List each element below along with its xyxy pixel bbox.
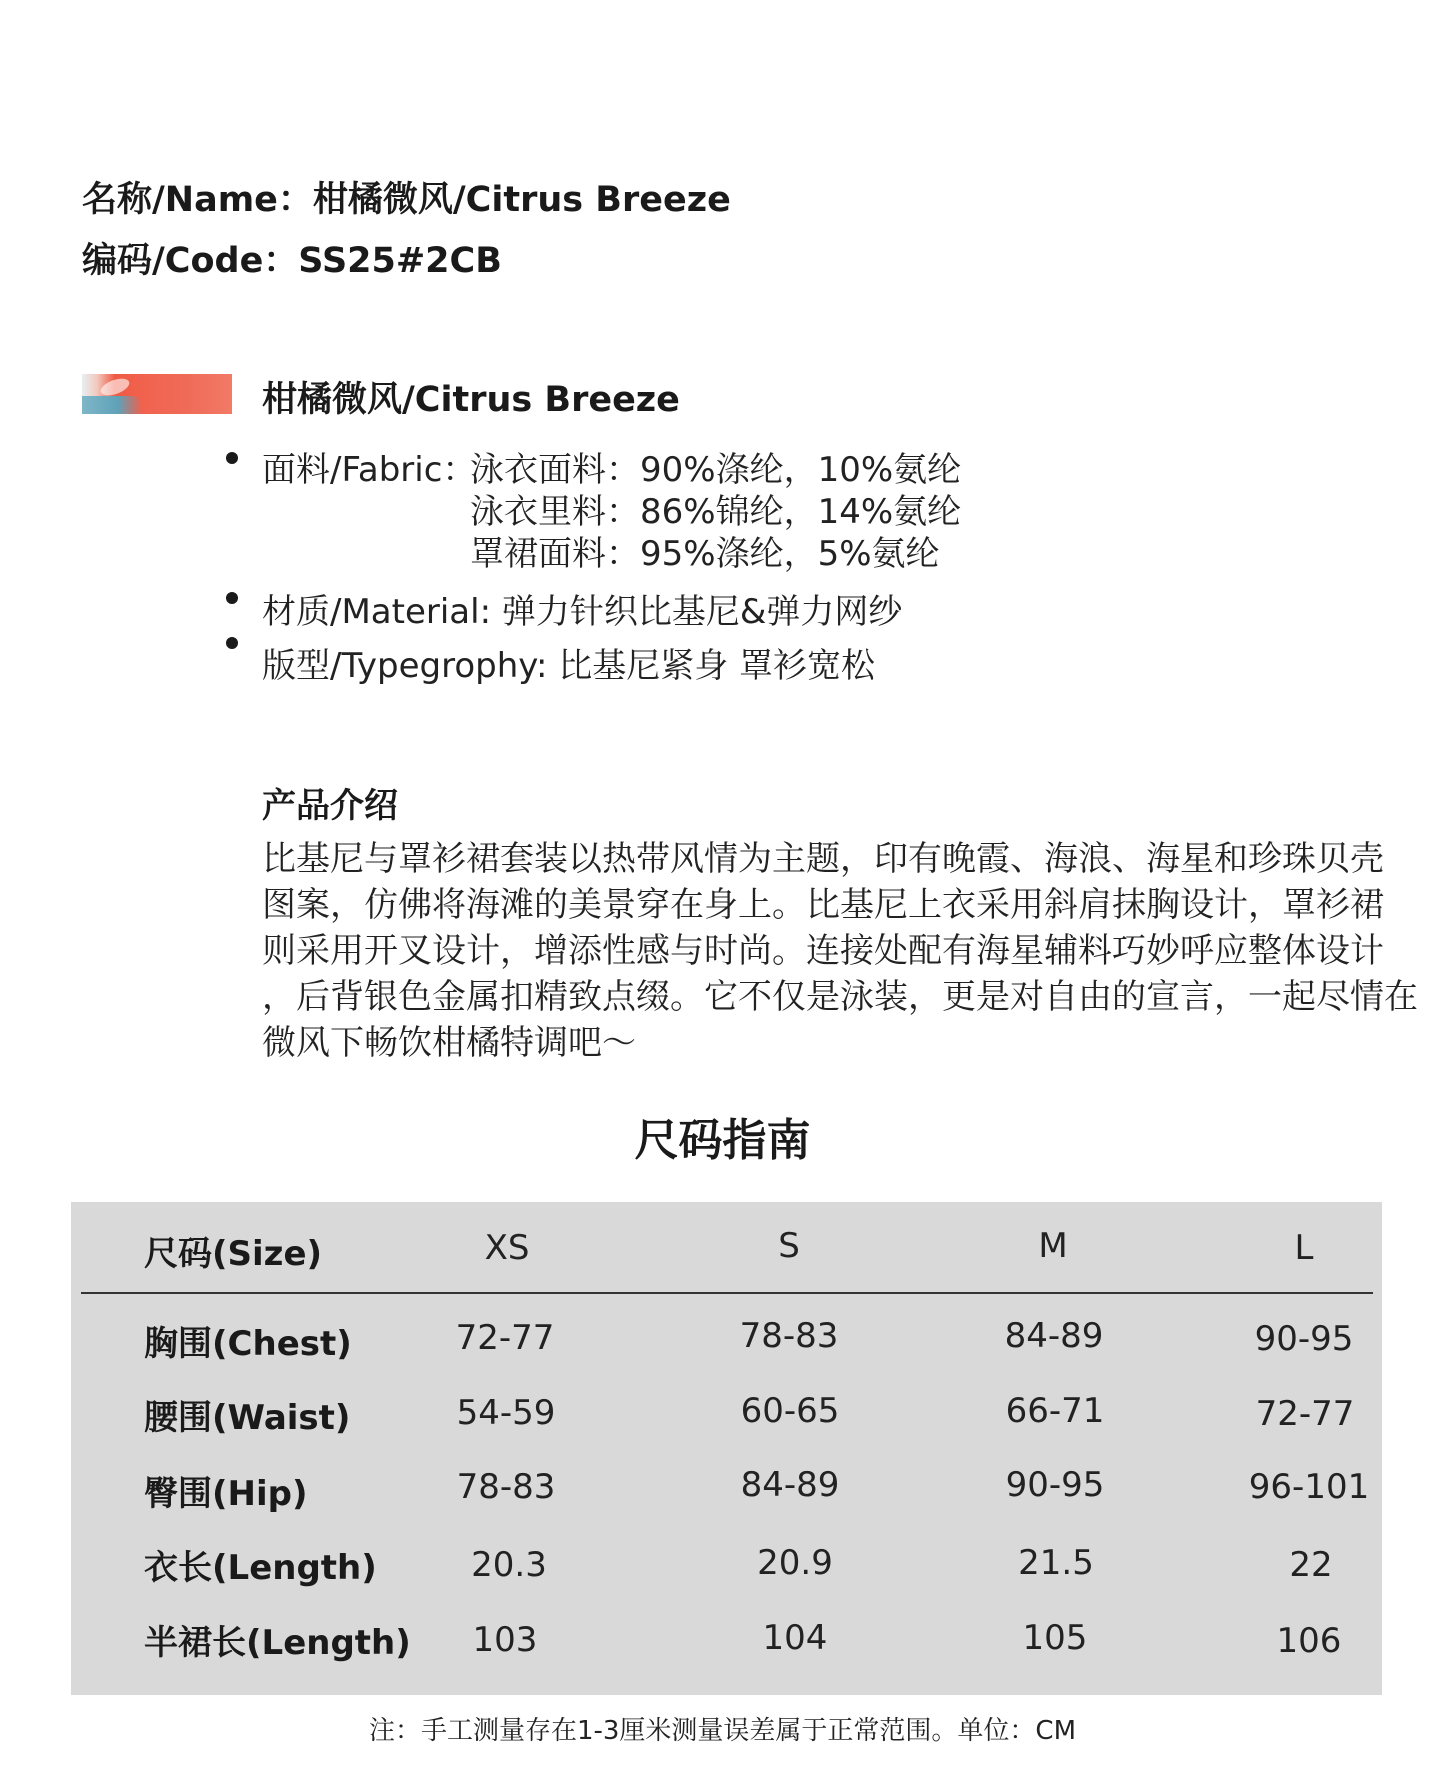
intro-heading: 产品介绍 [262, 786, 398, 826]
intro-line: 比基尼与罩衫裙套装以热带风情为主题，印有晚霞、海浪、海星和珍珠贝壳 [262, 839, 1384, 879]
size-header-label: 尺码(Size) [144, 1234, 323, 1274]
size-header-l: L [1294, 1228, 1314, 1268]
size-header-s: S [778, 1226, 800, 1266]
table-cell: 60-65 [740, 1391, 840, 1431]
product-code-line: 编码/Code：SS25#2CB [82, 241, 502, 281]
table-cell: 20.3 [471, 1545, 547, 1585]
bullet-icon [226, 592, 238, 604]
fabric-line-2: 泳衣里料：86%锦纶，14%氨纶 [470, 492, 962, 532]
size-table [71, 1202, 1382, 1695]
intro-line: 图案，仿佛将海滩的美景穿在身上。比基尼上衣采用斜肩抹胸设计，罩衫裙 [262, 885, 1384, 925]
table-cell: 104 [762, 1618, 828, 1658]
bullet-icon [226, 452, 238, 464]
table-cell: 66-71 [1005, 1391, 1105, 1431]
fabric-line-1: 泳衣面料：90%涤纶，10%氨纶 [470, 450, 962, 490]
material-line: 材质/Material: 弹力针织比基尼&弹力网纱 [262, 592, 903, 632]
row-label-skirt-length: 半裙长(Length) [144, 1623, 411, 1663]
table-divider [81, 1292, 1373, 1294]
table-cell: 84-89 [1004, 1316, 1104, 1356]
table-cell: 78-83 [456, 1467, 556, 1507]
product-name-line: 名称/Name：柑橘微风/Citrus Breeze [82, 180, 731, 220]
table-cell: 103 [472, 1620, 538, 1660]
intro-line: 微风下畅饮柑橘特调吧～ [262, 1023, 636, 1063]
table-cell: 106 [1276, 1621, 1342, 1661]
intro-line: 则采用开叉设计，增添性感与时尚。连接处配有海星辅料巧妙呼应整体设计 [262, 931, 1384, 971]
row-label-hip: 臀围(Hip) [144, 1474, 308, 1514]
row-label-chest: 胸围(Chest) [144, 1324, 352, 1364]
table-cell: 72-77 [455, 1318, 555, 1358]
row-label-waist: 腰围(Waist) [144, 1398, 351, 1438]
bullet-icon [226, 637, 238, 649]
table-cell: 105 [1022, 1618, 1088, 1658]
measurement-footnote: 注：手工测量存在1-3厘米测量误差属于正常范围。单位：CM [368, 1716, 1077, 1746]
intro-line: ，后背银色金属扣精致点缀。它不仅是泳装，更是对自由的宣言，一起尽情在 [262, 977, 1418, 1017]
size-header-m: M [1038, 1226, 1068, 1266]
table-cell: 54-59 [456, 1393, 556, 1433]
size-guide-title: 尺码指南 [634, 1115, 811, 1166]
intro-paragraph [262, 836, 1418, 1066]
product-title: 柑橘微风/Citrus Breeze [262, 380, 680, 420]
table-cell: 84-89 [740, 1465, 840, 1505]
fabric-label: 面料/Fabric： [262, 450, 477, 490]
fabric-line-3: 罩裙面料：95%涤纶，5%氨纶 [470, 534, 940, 574]
table-cell: 78-83 [739, 1316, 839, 1356]
table-cell: 20.9 [757, 1543, 833, 1583]
table-cell: 96-101 [1248, 1467, 1370, 1507]
table-cell: 22 [1289, 1545, 1333, 1585]
table-cell: 90-95 [1254, 1319, 1354, 1359]
table-cell: 21.5 [1018, 1543, 1094, 1583]
fabric-swatch-image [82, 374, 232, 414]
size-header-xs: XS [484, 1228, 530, 1268]
typography-line: 版型/Typegrophy: 比基尼紧身 罩衫宽松 [262, 646, 876, 686]
table-cell: 90-95 [1005, 1465, 1105, 1505]
row-label-length: 衣长(Length) [144, 1548, 377, 1588]
table-cell: 72-77 [1255, 1394, 1355, 1434]
